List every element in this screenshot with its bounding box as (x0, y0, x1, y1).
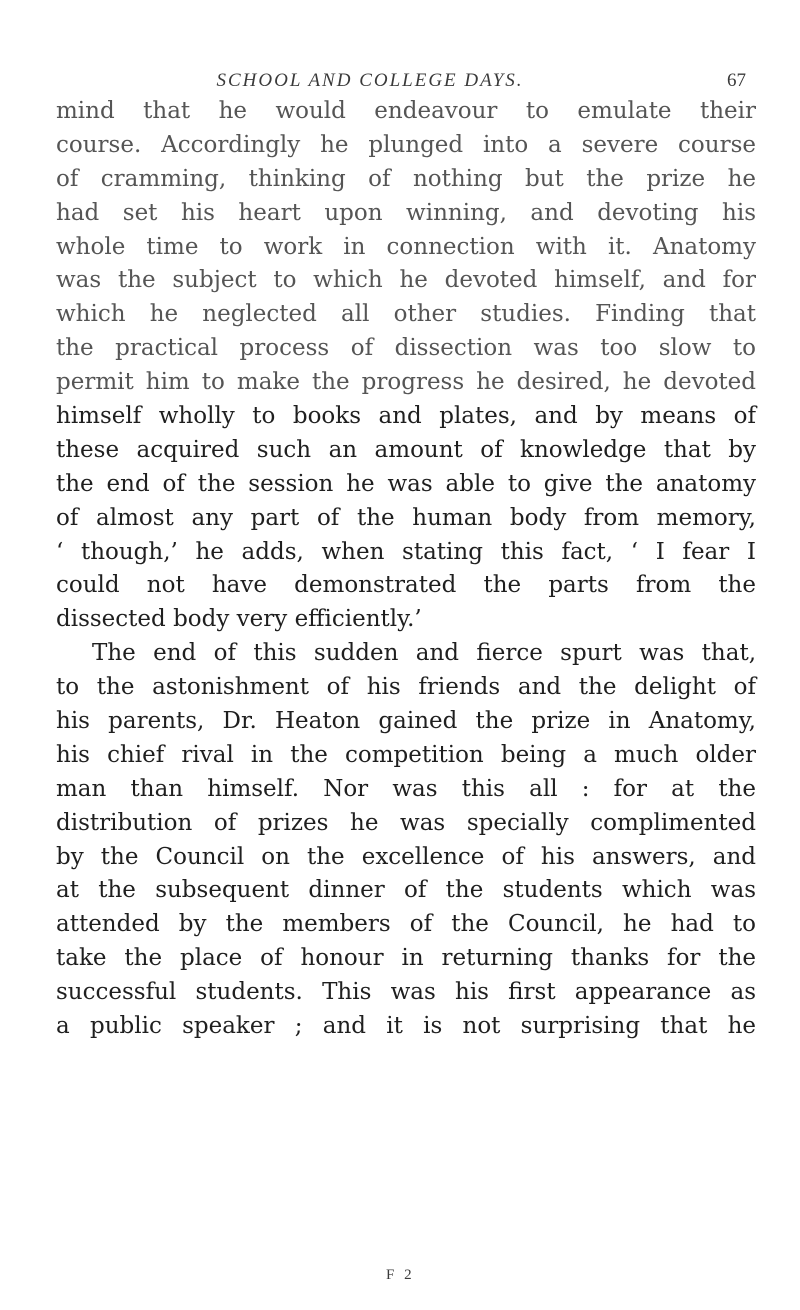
text-line: man than himself. Nor was this all : for at the (56, 775, 756, 802)
signature-mark: F 2 (386, 1267, 415, 1283)
text-line: of almost any part of the human body from memory, (56, 504, 756, 531)
text-line: whole time to work in connection with it. Anatomy (56, 233, 756, 260)
text-line: course. Accordingly he plunged into a severe course (56, 131, 756, 158)
text-line: had set his heart upon winning, and devoting his (56, 199, 756, 226)
text-line: his chief rival in the competition being a much older (56, 741, 756, 768)
text-line: his parents, Dr. Heaton gained the prize in Anatomy, (56, 708, 756, 735)
text-line: was the subject to which he devoted himself, and for (56, 267, 756, 294)
text-line: a public speaker ; and it is not surprising that he (56, 1013, 756, 1040)
text-line: which he neglected all other studies. Finding that (56, 301, 756, 328)
text-line: distribution of prizes he was specially complimented (56, 809, 756, 836)
text-line: attended by the members of the Council, he had to (56, 911, 756, 938)
text-line: ‘ though,’ he adds, when stating this fact, ‘ I fear I (56, 538, 756, 565)
text-line: of cramming, thinking of nothing but the prize he (56, 165, 756, 192)
page-number: 67 (727, 70, 746, 91)
text-line: by the Council on the excellence of his answers, and (56, 843, 756, 870)
text-line: the practical process of dissection was too slow to (56, 335, 756, 362)
running-head: SCHOOL AND COLLEGE DAYS. (216, 70, 524, 91)
text-line: dissected body very efficiently.’ (56, 606, 422, 633)
text-line: mind that he would endeavour to emulate their (56, 98, 756, 124)
text-line: The end of this sudden and fierce spurt was that, (92, 640, 756, 667)
text-line: at the subsequent dinner of the students which was (56, 877, 756, 904)
text-line: successful students. This was his first appearance as (56, 979, 756, 1006)
text-line: the end of the session he was able to give the anatomy (56, 470, 756, 497)
text-line: take the place of honour in returning thanks for the (56, 945, 756, 972)
text-line: could not have demonstrated the parts from the (56, 572, 756, 599)
body-text (56, 95, 756, 1044)
text-line: permit him to make the progress he desired, he devoted (56, 369, 756, 396)
text-line: these acquired such an amount of knowledge that by (56, 436, 756, 463)
text-line: to the astonishment of his friends and the delight of (56, 674, 756, 701)
text-line: himself wholly to books and plates, and by means of (56, 403, 756, 430)
